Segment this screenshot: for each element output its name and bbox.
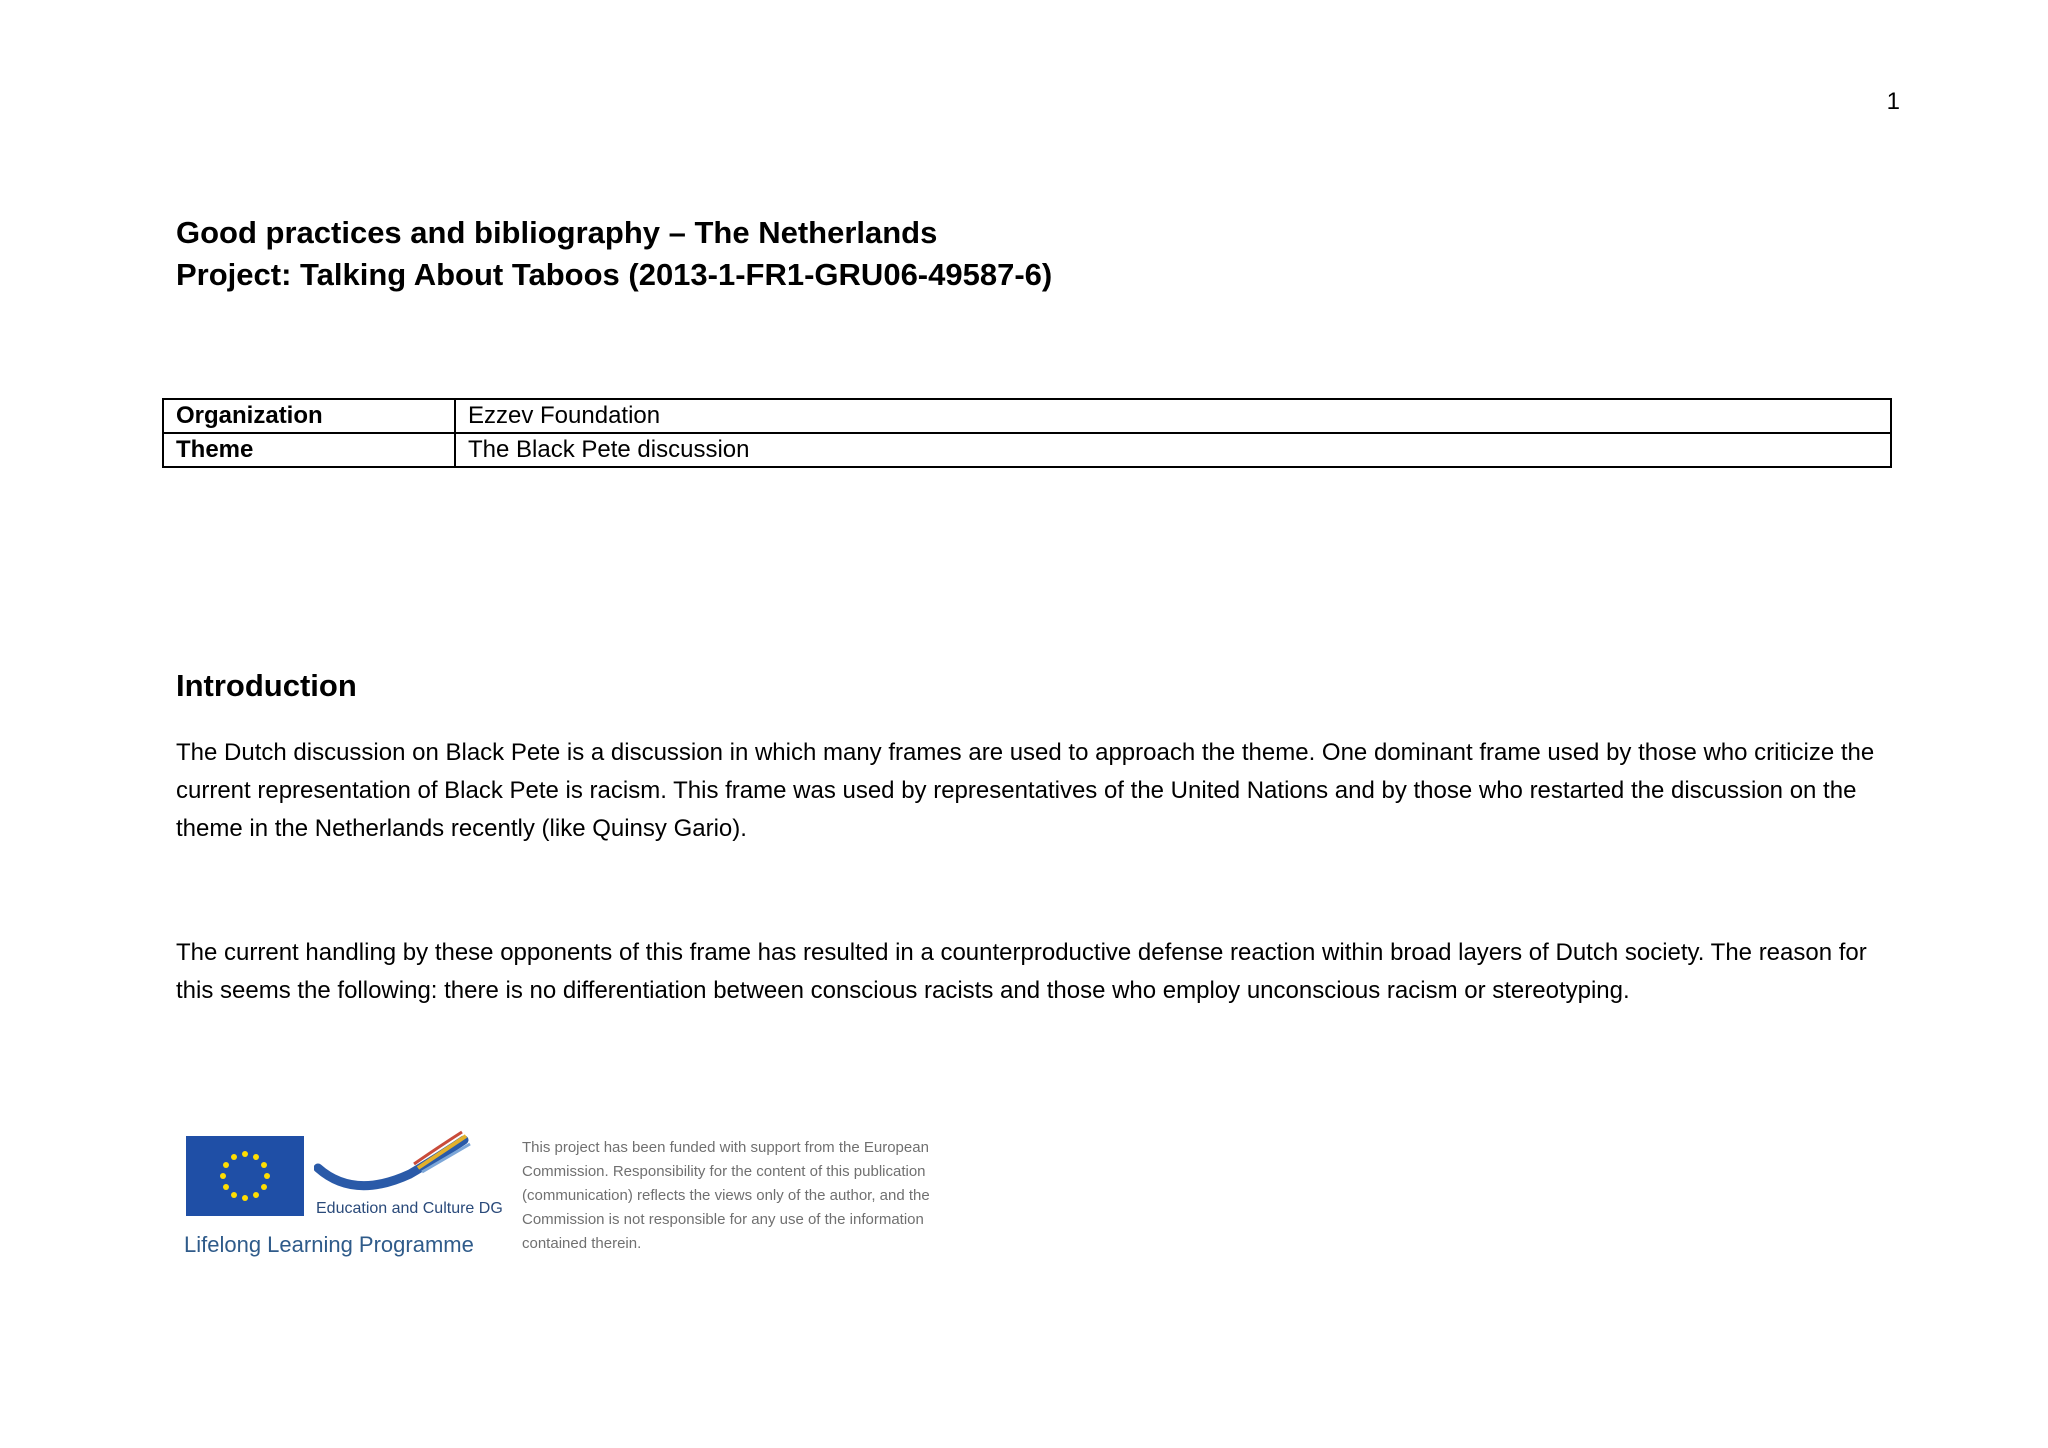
theme-value: The Black Pete discussion [455,433,1891,467]
programme-label: Lifelong Learning Programme [184,1232,474,1257]
funding-disclaimer: This project has been funded with support from the European Commission. Responsibility for the content of this publication (communication) reflects the views only of the author, and the Commission is not responsible for any use of the information contained therein. [522,1139,930,1252]
title-line-2: Project: Talking About Taboos (2013-1-FR1-GRU06-49587-6) [176,257,1053,292]
table-row [163,433,1891,467]
info-table [162,398,1892,468]
llp-swoosh-icon [314,1130,474,1196]
introduction-heading: Introduction [176,668,357,703]
dg-label: Education and Culture DG [316,1200,503,1217]
organization-value: Ezzev Foundation [455,399,1891,433]
eu-flag-icon [186,1136,304,1216]
introduction-paragraph-2: The current handling by these opponents of this frame has resulted in a counterproductive defense reaction within broad layers of Dutch society. The reason for this seems the following: there is no differentiation between conscious racists and those who employ unconscious racism or stereotyping. [176,939,1867,1004]
table-row [163,399,1891,433]
page-number: 1 [1886,88,1900,115]
title-line-1: Good practices and bibliography – The Netherlands [176,215,938,250]
introduction-paragraph-1: The Dutch discussion on Black Pete is a discussion in which many frames are used to approach the theme. One dominant frame used by those who criticize the current representation of Black Pete is racism. This frame was used by representatives of the United Nations and by those who restarted the discussion on the theme in the Netherlands recently (like Quinsy Gario). [176,739,1875,842]
document-title [176,212,1052,296]
funding-footer [184,1130,964,1270]
organization-label: Organization [163,399,455,433]
theme-label: Theme [163,433,455,467]
